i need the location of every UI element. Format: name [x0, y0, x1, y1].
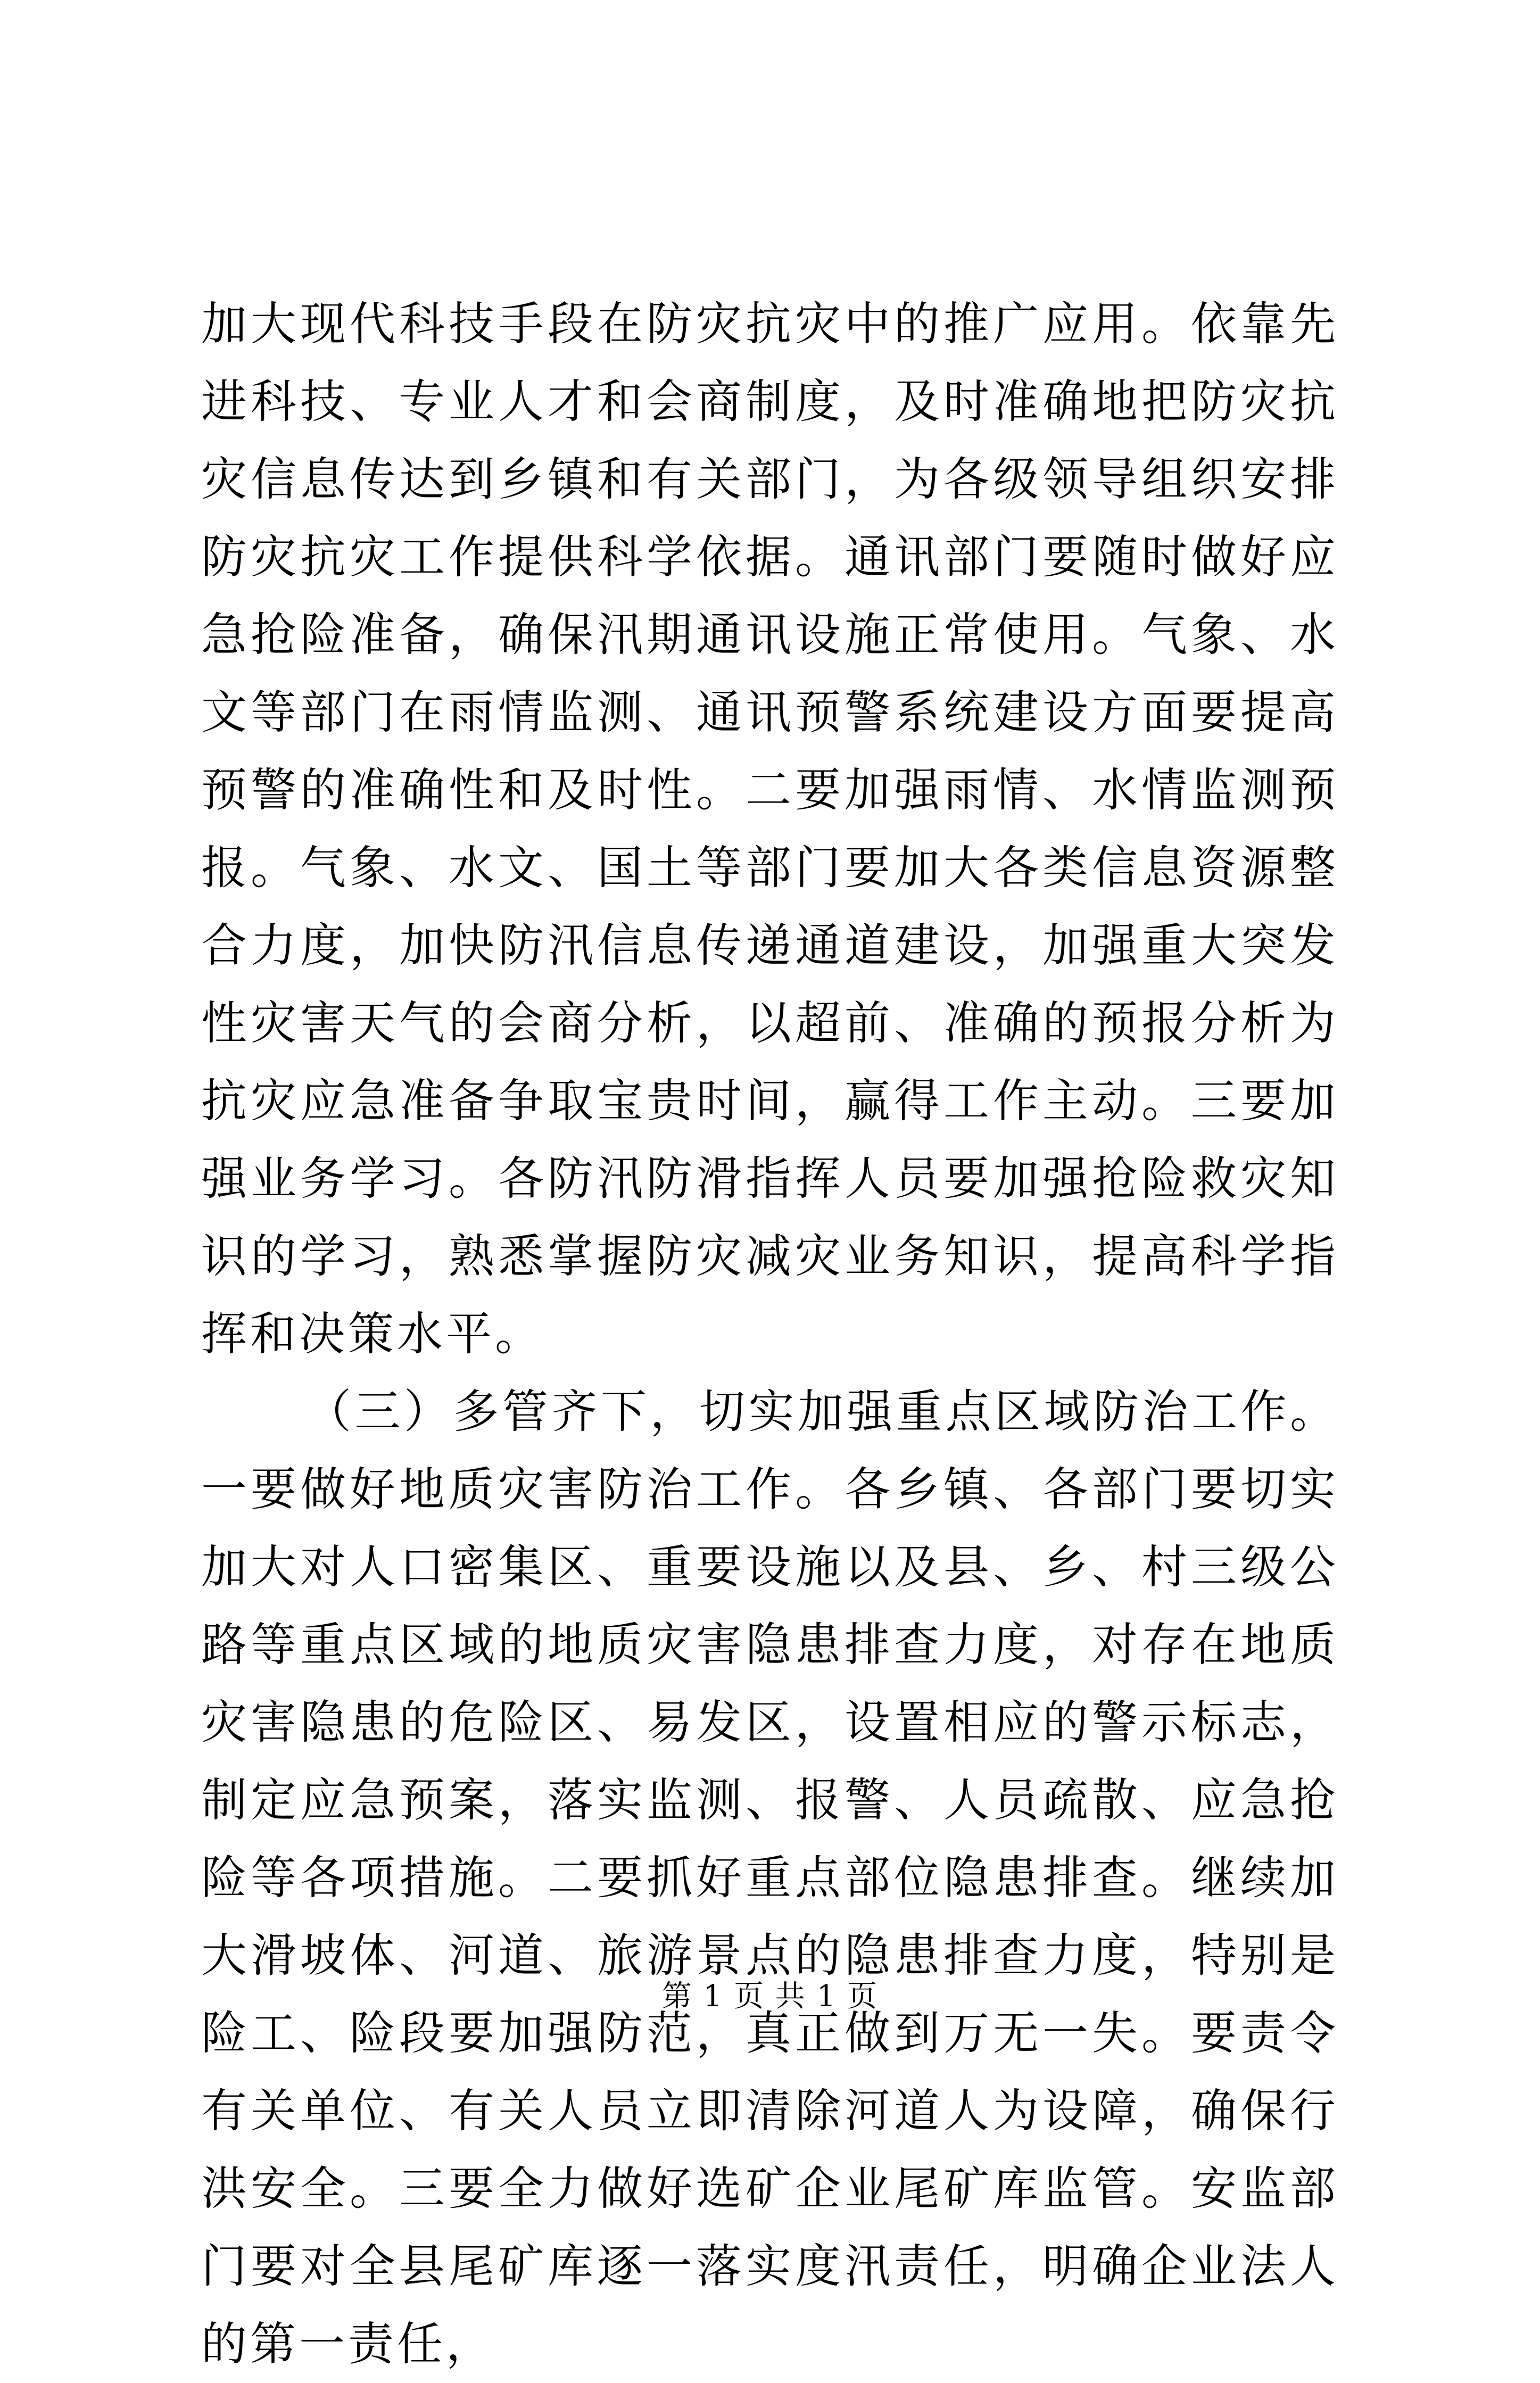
paragraph-1: 加大现代科技手段在防灾抗灾中的推广应用。依靠先进科技、专业人才和会商制度，及时准确地把防灾抗灾信息传达到乡镇和有关部门，为各级领导组织安排防灾抗灾工作提供科学依据。通讯部门要随时做好应急抢险准备，确保汛期通讯设施正常使用。气象、水文等部门在雨情监测、通讯预警系统建设方面要提高预警的准确性和及时性。二要加强雨情、水情监测预报。气象、水文、国土等部门要加大各类信息资源整合力度，加快防汛信息传递通道建设，加强重大突发性灾害天气的会商分析，以超前、准确的预报分析为抗灾应急准备争取宝贵时间，赢得工作主动。三要加强业务学习。各防汛防滑指挥人员要加强抢险救灾知识的学习，熟悉掌握防灾减灾业务知识，提高科学指挥和决策水平。 — [201, 297, 1339, 1361]
page-footer: 第 1 页 共 1 页 — [661, 1979, 879, 2014]
paragraph-2: （三）多管齐下，切实加强重点区域防治工作。一要做好地质灾害防治工作。各乡镇、各部门要切实加大对人口密集区、重要设施以及县、乡、村三级公路等重点区域的地质灾害隐患排查力度，对存在地质灾害隐患的危险区、易发区，设置相应的警示标志，制定应急预案，落实监测、报警、人员疏散、应急抢险等各项措施。二要抓好重点部位隐患排查。继续加大滑坡体、河道、旅游景点的隐患排查力度，特别是险工、险段要加强防范，真正做到万无一失。要责令有关单位、有关人员立即清除河道人为设障，确保行洪安全。三要全力做好选矿企业尾矿库监管。安监部门要对全县尾矿库逐一落实度汛责任，明确企业法人的第一责任， — [201, 1385, 1339, 2371]
document-body — [201, 285, 1339, 2383]
